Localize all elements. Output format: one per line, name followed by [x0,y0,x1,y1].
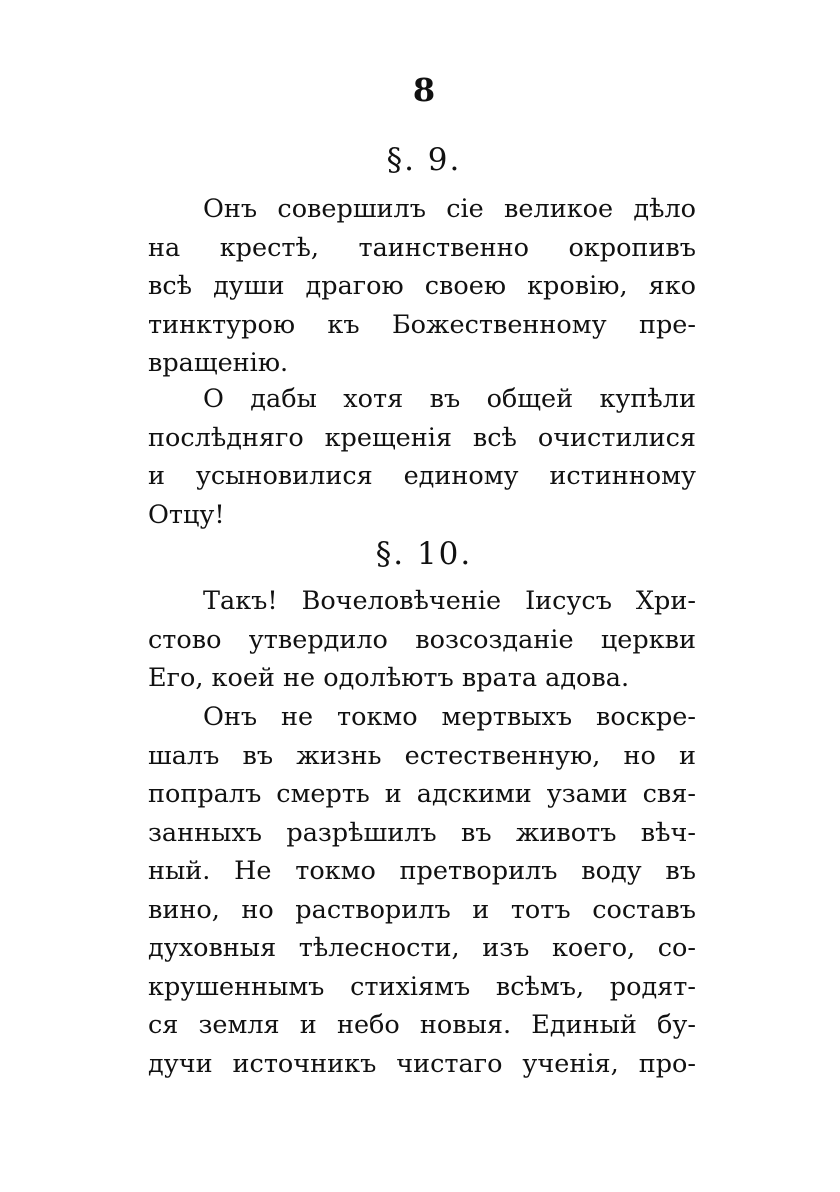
text-line: духовныя тѣлесности, изъ коего, со- [148,933,696,963]
text-line: О дабы хотя въ общей купѣли [203,384,696,414]
text-line: тинктурою къ Божественному пре- [148,309,696,340]
text-line: Такъ! Вочеловѣченіе Іисусъ Хри- [203,586,696,616]
page-number: 8 [412,71,436,109]
section-9-paragraph-1 [148,190,696,383]
text-line: послѣдняго крещенія всѣ очистилися [148,422,696,453]
text-line: Онъ совершилъ сіе великое дѣло [203,194,696,224]
section-10-paragraph-2 [148,698,696,1083]
text-line: ный. Не токмо претворилъ воду въ [148,856,696,886]
text-line: стово утвердило возсозданіе церкви [148,624,696,655]
section-heading-9: §. 9. [386,142,462,178]
text-line: Отцу! [148,499,225,530]
text-line: попралъ смерть и адскими узами свя- [148,779,696,809]
text-line: шалъ въ жизнь естественную, но и [148,740,696,771]
text-line: вино, но растворилъ и тотъ составъ [148,894,696,925]
text-line: Онъ не токмо мертвыхъ воскре- [203,702,696,732]
section-9-paragraph-2 [148,380,696,534]
text-line: всѣ души драгою своею кровію, яко [148,271,696,301]
text-line: занныхъ разрѣшилъ въ животъ вѣч- [148,817,696,848]
text-line: на крестѣ, таинственно окропивъ [148,232,696,263]
section-10-paragraph-1 [148,582,696,698]
text-line: дучи источникъ чистаго ученія, про- [148,1048,696,1079]
text-line: и усыновилися единому истинному [148,461,696,491]
text-line: ся земля и небо новыя. Единый бу- [148,1010,696,1040]
text-line: крушеннымъ стихіямъ всѣмъ, родят- [148,971,696,1002]
section-heading-10: §. 10. [375,536,473,572]
text-line: Его, коей не одолѣютъ врата адова. [148,663,630,693]
text-line: вращенію. [148,348,289,378]
